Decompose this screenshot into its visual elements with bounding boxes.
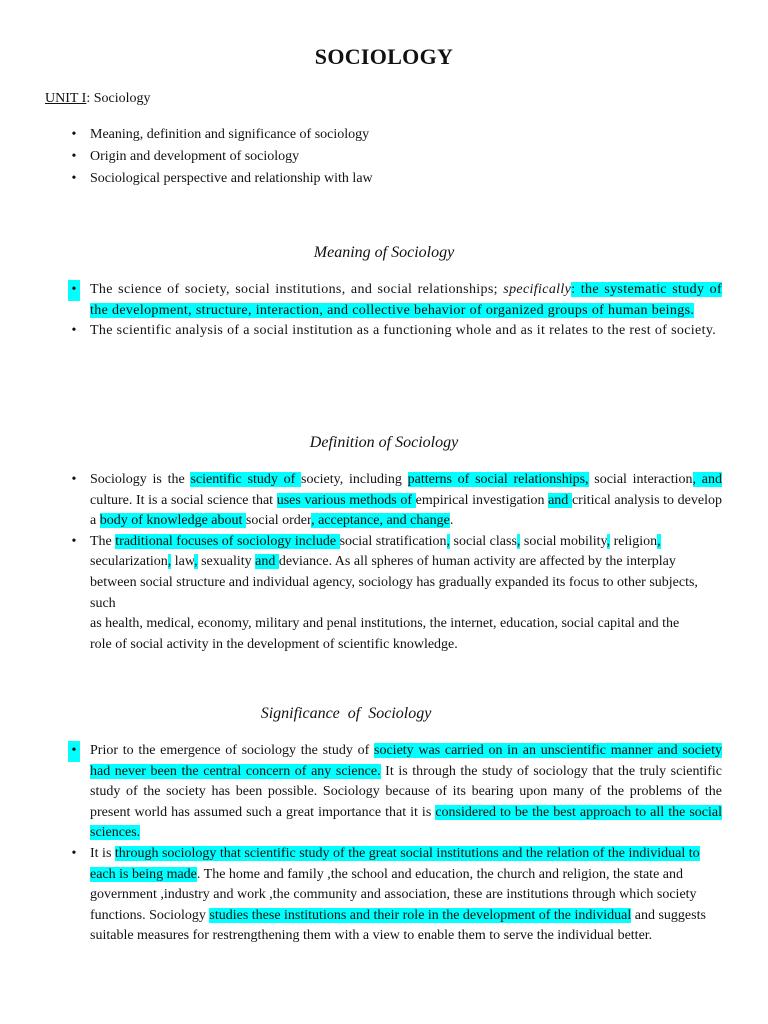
text-run: Prior to the emergence of sociology the study of [90,743,375,758]
highlighted-run: : the systematic study of the development, structure, interaction, and collective behavior of organized groups of human beings. [90,282,722,318]
list-item [0,124,722,146]
highlighted-run: and [548,492,572,508]
text-run: social order [245,513,312,529]
list-item [0,146,722,168]
text-run: culture. It is a social science that [90,492,277,508]
list-item [0,470,722,532]
highlighted-run: , and [692,472,722,487]
list-item [0,168,722,190]
definition-list [0,470,722,655]
highlighted-run: , [194,554,198,570]
highlighted-run: uses various methods of [276,492,416,508]
text-run: and suggests suitable measures for restrengthening them with a view to enable them to serve the individual better. [90,907,706,944]
text-run: It is [90,845,115,861]
significance-paragraph-1 [90,741,722,844]
text-run: religion [610,533,658,549]
highlighted-run: , [167,554,172,570]
unit-heading [45,91,151,107]
unit-text: : Sociology [86,91,151,106]
text-run: It is through the study of sociology that the truly scientific study of the society has been possible. Sociology because of its bearing upon many of the problems of the present world has assumed such a great importance that it is [90,763,722,820]
bullet-icon [68,124,80,146]
bullet-icon [68,280,80,301]
text-run: law [171,554,195,570]
text-run: secularization [90,554,168,570]
list-item [0,741,722,844]
definition-paragraph-1 [90,470,722,532]
text-run: as health, medical, economy, military and penal institutions, the internet, education, social capital and the role of social activity in the development of scientific knowledge. [90,616,680,652]
bullet-icon [68,146,80,168]
section-heading-meaning: Meaning of Sociology [313,244,455,261]
topic-text: Sociological perspective and relationship with law [90,171,373,186]
highlighted-run: and [255,554,279,570]
highlighted-run: , [657,533,661,549]
topic-list [0,124,722,190]
text-run: . The home and family ,the school and education, the church and religion, the state and government ,industry and work ,the community and association, these are institutions through which society functions. Sociology [90,866,697,923]
text-run: social class [450,533,517,549]
text-run: deviance. As all spheres of human activity are affected by the interplay between social structure and individual agency, sociology has gradually expanded its focus to other subjects, such [90,554,698,611]
meaning-list [0,280,722,342]
definition-paragraph-2 [90,532,702,656]
bullet-icon [68,532,80,553]
list-item [0,844,722,947]
significance-list [0,741,722,947]
text-run: The [90,533,116,549]
list-item [0,280,722,321]
text-run: critical analysis to develop a [90,492,722,529]
bullet-icon [68,321,80,342]
highlighted-run: , acceptance, and change [311,513,450,529]
italic-run: specifically [503,282,572,297]
meaning-paragraph-2: The scientific analysis of a social institution as a functioning whole and as it relates to the rest of society. [90,323,717,339]
bullet-icon [68,470,80,491]
text-run: . [449,513,454,529]
text-run: The science of society, social institutions, and social relationships; [90,282,504,297]
bullet-icon [68,844,80,865]
unit-label: UNIT I [45,91,87,106]
section-heading-significance: Significance of Sociology [260,705,432,722]
highlighted-run: through sociology that scientific study of the great social institutions and the relation of the individual to each is being made [90,845,700,882]
text-run: empirical investigation [415,492,549,508]
section-heading-definition: Definition of Sociology [309,434,459,451]
text-run: sexuality [197,554,256,570]
significance-paragraph-2 [90,844,712,947]
topic-text: Meaning, definition and significance of sociology [90,127,370,142]
page-title: SOCIOLOGY [314,44,454,69]
highlighted-run: body of knowledge about [99,513,246,529]
highlighted-run: considered to be the best approach to all the social sciences. [90,804,722,841]
list-item [0,532,722,656]
topic-text: Origin and development of sociology [90,149,300,164]
text-run: society, including [301,472,408,487]
text-run: social stratification [339,533,447,549]
highlighted-run: society was carried on in an unscientific manner and society had never been the central concern of any science. [90,743,722,779]
highlighted-run: patterns of social relationships, [407,472,589,487]
meaning-paragraph-1 [90,280,722,321]
highlighted-run: studies these institutions and their role in the development of the individual [209,907,632,923]
highlighted-run: , [516,533,521,549]
text-run: Sociology is the [90,472,191,487]
text-run: social mobility [520,533,607,549]
highlighted-run: traditional focuses of sociology include [115,533,340,549]
list-item [0,321,722,342]
bullet-icon [68,741,80,762]
highlighted-run: , [446,533,451,549]
highlighted-run: scientific study of [190,472,301,487]
bullet-icon [68,168,80,190]
highlighted-run: , [606,533,611,549]
text-run: social interaction [588,472,693,487]
